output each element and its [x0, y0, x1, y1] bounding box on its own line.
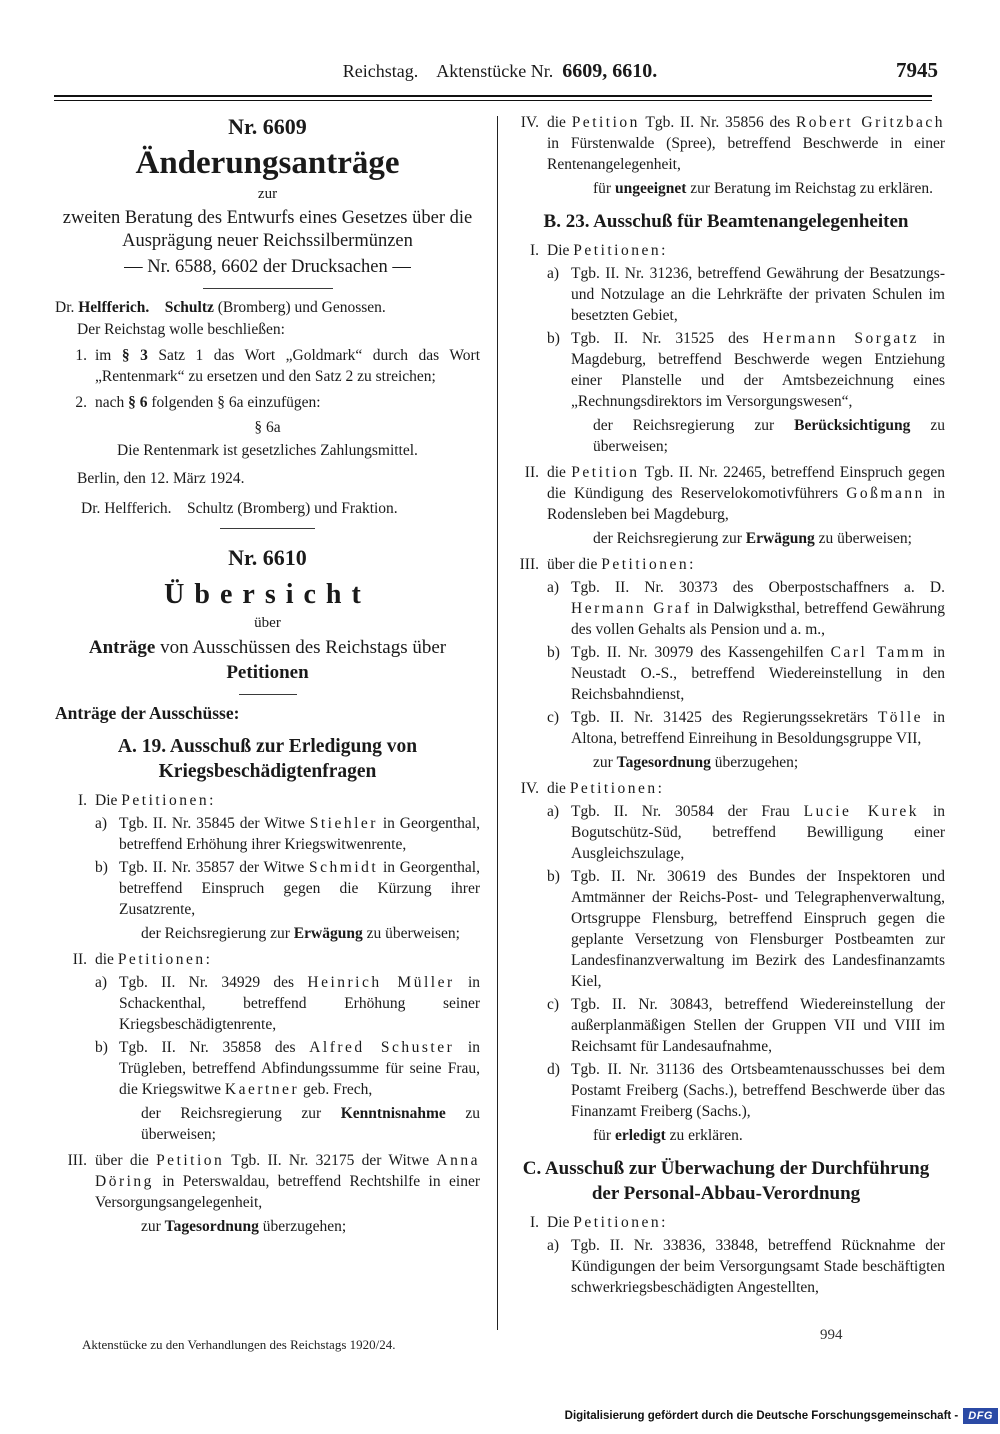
- amendment-item: [55, 345, 480, 387]
- item-text: nach § 6 folgenden § 6a einzufügen:: [95, 394, 321, 411]
- entry-marker: c): [547, 709, 560, 726]
- petition-entry: [55, 1150, 480, 1213]
- petition-entry: [507, 554, 945, 575]
- doc-6609-drucksachen-ref: — Nr. 6588, 6602 der Drucksachen —: [124, 257, 411, 277]
- petition-entry: [507, 994, 945, 1057]
- paragraph-reference: § 6a: [254, 419, 281, 436]
- movers-line: Dr. Helfferich. Schultz (Bromberg) und Genossen.: [55, 299, 386, 316]
- petition-entry: [507, 866, 945, 992]
- entry-text: Tgb. II. Nr. 35858 des Alfred Schuster in Trügleben, betreffend Abfindungssumme für seine Frau, die Kriegswitwe Kaertner geb. Frech,: [119, 1039, 480, 1098]
- petition-entry: [507, 1235, 945, 1298]
- credit-text: Digitalisierung gefördert durch die Deutsche Forschungsgemeinschaft -: [564, 1410, 959, 1422]
- item-text: im § 3 Satz 1 das Wort „Goldmark“ durch das Wort „Rentenmark“ zu ersetzen und den Satz 2 zu streichen;: [95, 347, 481, 385]
- entry-text: Tgb. II. Nr. 34929 des Heinrich Müller in Schackenthal, betreffend Erhöhung seiner Kriegsbeschädigtenrente,: [119, 974, 480, 1033]
- doc-6610-title: Übersicht: [164, 579, 371, 610]
- section-divider: [239, 694, 297, 695]
- left-column: [55, 112, 480, 1242]
- header-rule: [54, 95, 932, 101]
- entry-text: Tgb. II. Nr. 35845 der Witwe Stiehler in Georgenthal, betreffend Erhöhung ihrer Kriegswitwenrente,: [119, 815, 480, 853]
- entry-marker: IV.: [520, 114, 539, 131]
- petition-entry: [507, 801, 945, 864]
- resolution: [141, 923, 480, 944]
- entry-marker: III.: [67, 1152, 87, 1169]
- entry-text: die Petition Tgb. II. Nr. 22465, betreffend Einspruch gegen die Kündigung des Reservelokomotivführers Goßmann in Rodensleben bei Magdeburg,: [547, 464, 945, 523]
- resolution-text: zur Tagesordnung überzugehen;: [593, 754, 799, 771]
- entry-marker: a): [95, 974, 108, 991]
- doc-6610-subtitle-ueber: über: [254, 615, 281, 631]
- resolution: [593, 415, 945, 457]
- petition-entry: [507, 642, 945, 705]
- petition-entry: [507, 778, 945, 799]
- entry-marker: b): [547, 644, 560, 661]
- petition-entry: [507, 263, 945, 326]
- entry-marker: II.: [72, 951, 87, 968]
- entry-marker: b): [95, 859, 108, 876]
- entry-text: Tgb. II. Nr. 31236, betreffend Gewährung der Besatzungs- und Notzulage an die Lehrkräfte der privaten Schulen im besetzten Gebiet,: [571, 265, 945, 324]
- entry-text: Tgb. II. Nr. 35857 der Witwe Schmidt in Georgenthal, betreffend Einspruch gegen die Kürzung ihrer Zusatzrente,: [119, 859, 480, 918]
- petition-entry: [55, 972, 480, 1035]
- doc-6610-number: Nr. 6610: [228, 545, 307, 570]
- entry-text: Tgb. II. Nr. 30979 des Kassengehilfen Carl Tamm in Neustadt O.-S., betreffend Wiedereinstellung in den Reichsbahndienst,: [571, 644, 945, 703]
- digitization-credit: [565, 1408, 998, 1424]
- entry-marker: b): [547, 868, 560, 885]
- entry-text: Tgb. II. Nr. 30619 des Bundes der Inspektoren und Amtmänner der Reichs-Post- und Telegraphenverwaltung, Ortsgruppe Flensburg, betreffend Einspruch gegen die geplante Versetzung von Flensburger Postbeamten zur Landesfinanzverwaltung im Bezirk des Landesfinanzamts Kiel,: [571, 868, 945, 990]
- petition-entry: [507, 462, 945, 525]
- entry-text: Tgb. II. Nr. 31425 des Regierungssekretärs Tölle in Altona, betreffend Einreihung in Besoldungsgruppe VII,: [571, 709, 945, 747]
- petition-entry: [55, 857, 480, 920]
- sheet-number: 994: [820, 1327, 843, 1343]
- petition-entry: [507, 577, 945, 640]
- amendment-item: [55, 392, 480, 413]
- resolution-text: der Reichsregierung zur Erwägung zu überweisen;: [141, 925, 460, 942]
- entry-marker: a): [547, 265, 560, 282]
- entry-text: Tgb. II. Nr. 31136 des Ortsbeamtenausschusses bei dem Postamt Freiberg (Sachs.), betreffend Beschwerde über das Finanzamt Freiberg (Sachs.),: [571, 1061, 945, 1120]
- entry-marker: I.: [529, 242, 539, 259]
- entry-text: Die Petitionen:: [95, 792, 214, 809]
- doc-6609-title: Änderungsanträge: [135, 145, 400, 181]
- resolution-text: der Reichsregierung zur Erwägung zu überweisen;: [593, 530, 912, 547]
- entry-marker: I.: [529, 1214, 539, 1231]
- doc-6609-subtitle: zweiten Beratung des Entwurfs eines Gesetzes über die Ausprägung neuer Reichssilbermünzen: [62, 208, 473, 251]
- entry-marker: c): [547, 996, 560, 1013]
- resolution: [593, 1125, 945, 1146]
- committee-motions-lead: Anträge der Ausschüsse:: [55, 703, 240, 723]
- section-c-heading: C. Ausschuß zur Überwachung der Durchführung der Personal-Abbau-Verordnung: [522, 1158, 930, 1204]
- paragraph-text: Die Rentenmark ist gesetzliches Zahlungsmittel.: [117, 442, 418, 459]
- entry-marker: b): [95, 1039, 108, 1056]
- right-column: [507, 112, 945, 1300]
- entry-text: über die Petitionen:: [547, 556, 694, 573]
- resolution-text: der Reichsregierung zur Berücksichtigung zu überweisen;: [593, 417, 945, 455]
- doc-6610-subtitle: Anträge von Ausschüssen des Reichstags über Petitionen: [88, 637, 447, 683]
- resolve-intro: Der Reichstag wolle beschließen:: [77, 321, 285, 338]
- petition-entry: [55, 949, 480, 970]
- entry-text: Tgb. II. Nr. 30584 der Frau Lucie Kurek in Bogutschütz-Süd, betreffend Bewilligung einer Ausgleichszulage,: [571, 803, 945, 862]
- entry-text: die Petition Tgb. II. Nr. 35856 des Robert Gritzbach in Fürstenwalde (Spree), betreffend Beschwerde in einer Rentenangelegenheit,: [547, 114, 945, 173]
- resolution-text: zur Tagesordnung überzugehen;: [141, 1218, 347, 1235]
- entry-text: die Petitionen:: [95, 951, 210, 968]
- signatures-line: Dr. Helfferich. Schultz (Bromberg) und Fraktion.: [81, 500, 398, 517]
- section-divider: [220, 528, 315, 529]
- entry-text: Tgb. II. Nr. 30373 des Oberpostschaffners a. D. Hermann Graf in Dalwigksthal, betreffend Gewährung des vollen Gehalts als Pension und a. m.,: [571, 579, 945, 638]
- resolution-text: für erledigt zu erklären.: [593, 1127, 743, 1144]
- proceedings-footnote: Aktenstücke zu den Verhandlungen des Reichstags 1920/24.: [82, 1337, 396, 1352]
- resolution-text: für ungeeignet zur Beratung im Reichstag zu erklären.: [593, 180, 934, 197]
- entry-text: Tgb. II. Nr. 33836, 33848, betreffend Rücknahme der Kündigungen der beim Versorgungsamt Stade beschäftigten schwerkriegsbeschädigten Angestellten,: [571, 1237, 945, 1296]
- petition-entry: [55, 813, 480, 855]
- dfg-logo: DFG: [963, 1408, 998, 1424]
- page-number: 7945: [896, 58, 938, 82]
- entry-text: die Petitionen:: [547, 780, 662, 797]
- entry-marker: II.: [524, 464, 539, 481]
- doc-6609-number: Nr. 6609: [228, 114, 307, 139]
- petition-entry: [55, 1037, 480, 1100]
- resolution: [141, 1216, 480, 1237]
- resolution: [593, 528, 945, 549]
- entry-text: Tgb. II. Nr. 30843, betreffend Wiedereinstellung der außerplanmäßigen Stellen der Gruppen VII und VIII im Reichsamt für Landesaufnahme,: [571, 996, 945, 1055]
- petition-entry: [507, 1212, 945, 1233]
- entry-marker: IV.: [520, 780, 539, 797]
- entry-marker: III.: [519, 556, 539, 573]
- petition-entry: [507, 328, 945, 412]
- resolution-text: der Reichsregierung zur Kenntnisnahme zu überweisen;: [141, 1105, 480, 1143]
- section-a-heading: A. 19. Ausschuß zur Erledigung von Kriegsbeschädigtenfragen: [117, 736, 418, 782]
- petition-entry: [507, 112, 945, 175]
- entry-marker: I.: [77, 792, 87, 809]
- entry-marker: b): [547, 330, 560, 347]
- item-marker: 1.: [75, 347, 87, 364]
- entry-text: Die Petitionen:: [547, 242, 666, 259]
- petition-entry: [507, 707, 945, 749]
- section-divider: [203, 288, 333, 289]
- resolution: [593, 752, 945, 773]
- doc-6609-subtitle-zur: zur: [257, 186, 278, 202]
- entry-text: über die Petition Tgb. II. Nr. 32175 der Witwe Anna Döring in Peterswaldau, betreffend Rechtshilfe in einer Versorgungsangelegenheit,: [95, 1152, 480, 1211]
- entry-marker: a): [547, 579, 560, 596]
- entry-marker: d): [547, 1061, 560, 1078]
- resolution: [593, 178, 945, 199]
- entry-marker: a): [547, 1237, 560, 1254]
- petition-entry: [507, 240, 945, 261]
- petition-entry: [55, 790, 480, 811]
- entry-text: Die Petitionen:: [547, 1214, 666, 1231]
- item-marker: 2.: [75, 394, 87, 411]
- petition-entry: [507, 1059, 945, 1122]
- entry-text: Tgb. II. Nr. 31525 des Hermann Sorgatz in Magdeburg, betreffend Beschwerde wegen Entziehung einer Planstelle und der Amtsbezeichnung eines „Rechnungsdirektors im Versorgungswesen“,: [571, 330, 945, 410]
- section-b-heading: B. 23. Ausschuß für Beamtenangelegenheiten: [543, 211, 909, 232]
- entry-marker: a): [547, 803, 560, 820]
- resolution: [141, 1103, 480, 1145]
- date-line: Berlin, den 12. März 1924.: [77, 470, 245, 487]
- column-divider: [497, 116, 498, 1330]
- running-header: Reichstag. Aktenstücke Nr. 6609, 6610.: [342, 60, 658, 82]
- entry-marker: a): [95, 815, 108, 832]
